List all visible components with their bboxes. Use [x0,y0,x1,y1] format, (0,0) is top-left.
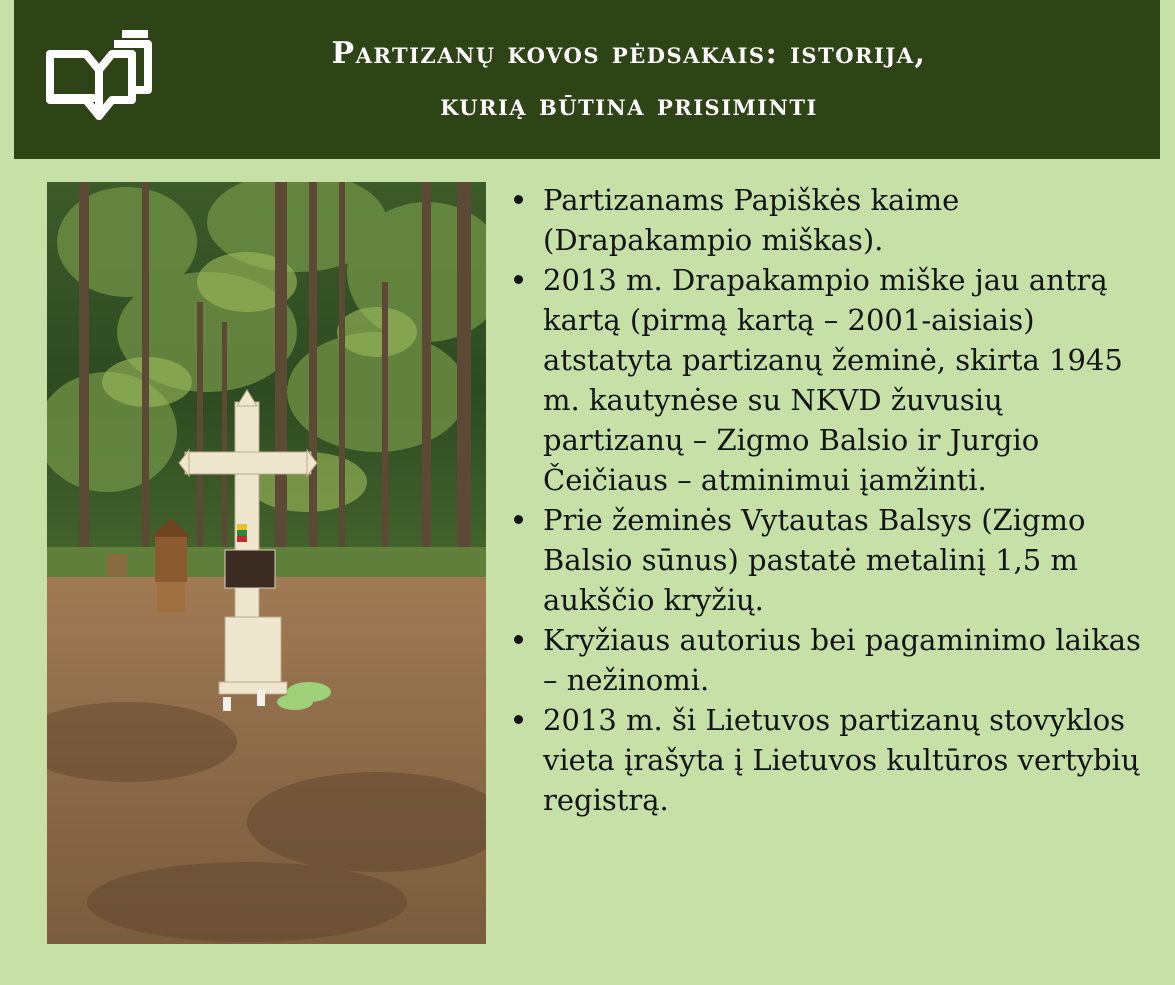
bullet-item: 2013 m. Drapakampio miške jau antrą kartą (pirmą kartą – 2001-aisiais) atstatyta partizanų žeminė, skirta 1945 m. kautynėse su NKVD žuvusių partizanų – Zigmo Balsio ir Jurgio Čeičiaus – atminimui įamžinti. [510,260,1150,500]
info-bullet-list [510,180,1150,820]
open-book-icon [44,30,154,125]
bullet-item: 2013 m. ši Lietuvos partizanų stovyklos vieta įrašyta į Lietuvos kultūros vertybių registrą. [510,700,1150,820]
bullet-item: Partizanams Papiškės kaime (Drapakampio miškas). [510,180,1150,260]
header-banner [14,0,1160,159]
title-line-2: kurią būtina prisiminti [440,88,818,123]
title-line-1: Partizanų kovos pėdsakais: istorija, [331,36,927,71]
bullet-item: Kryžiaus autorius bei pagaminimo laikas – nežinomi. [510,620,1150,700]
page-title [164,28,1094,132]
forest-memorial-cross-illustration [47,182,486,944]
memorial-photo [47,182,486,944]
bullet-item: Prie žeminės Vytautas Balsys (Zigmo Balsio sūnus) pastatė metalinį 1,5 m aukščio kryžių. [510,500,1150,620]
